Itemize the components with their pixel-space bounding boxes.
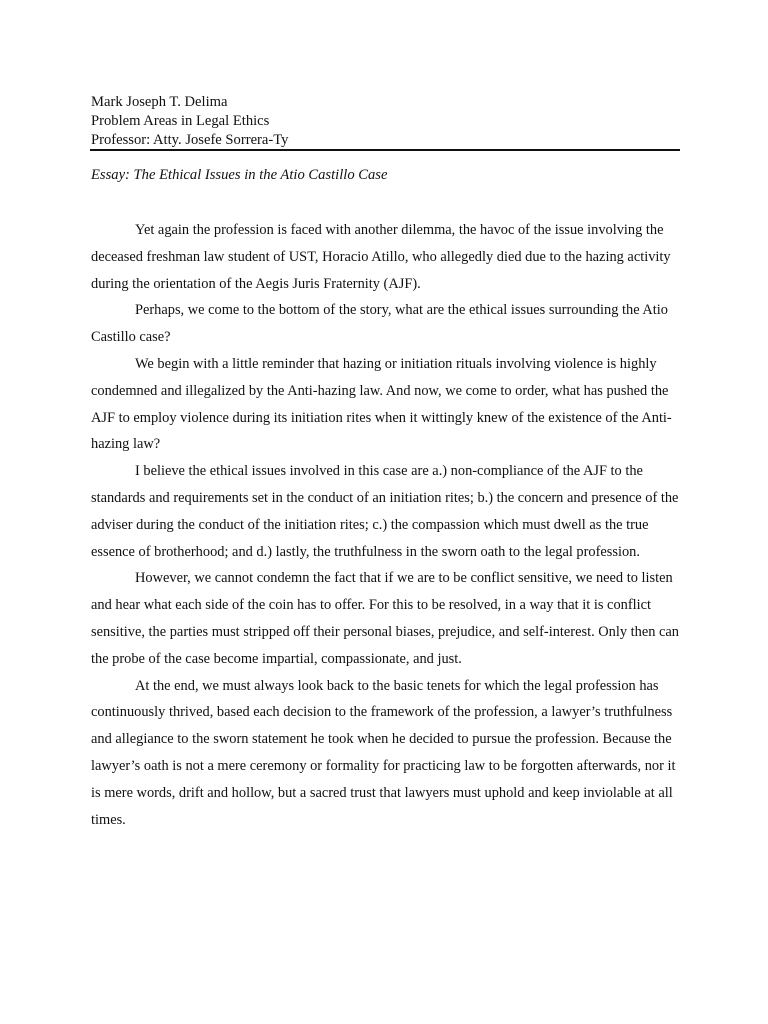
paragraph-5: However, we cannot condemn the fact that if we are to be conflict sensitive, we need to listen and hear what each side of the coin has to offer. For this to be resolved, in a way that it is conflict sensitive, the parties must stripped off their personal biases, prejudice, and self-interest. Only then can the probe of the case become impartial, compassionate, and just. — [91, 570, 679, 667]
course-name: Problem Areas in Legal Ethics — [91, 113, 270, 129]
essay-body — [91, 217, 681, 833]
paragraph-3: We begin with a little reminder that hazing or initiation rituals involving violence is highly condemned and illegalized by the Anti-hazing law. And now, we come to order, what has pushed the AJF to employ violence during its initiation rites when it wittingly knew of the existence of the Anti-hazing law? — [91, 355, 672, 453]
essay-title: Essay: The Ethical Issues in the Atio Castillo Case — [91, 167, 388, 183]
author-name: Mark Joseph T. Delima — [91, 94, 228, 110]
paragraph-6: At the end, we must always look back to the basic tenets for which the legal profession has continuously thrived, based each decision to the framework of the profession, a lawyer’s truthfulness and allegiance to the sworn statement he took when he decided to pursue the profession. Because the lawyer’s oath is not a mere ceremony or formality for practicing law to be forgotten afterwards, nor it is mere words, drift and hollow, but a sacred trust that lawyers must uphold and keep inviolable at all times. — [91, 677, 676, 828]
paragraph-1: Yet again the profession is faced with another dilemma, the havoc of the issue involving the deceased freshman law student of UST, Horacio Atillo, who allegedly died due to the hazing activity during the orientation of the Aegis Juris Fraternity (AJF). — [91, 222, 671, 292]
header-divider — [90, 149, 680, 151]
document-header — [91, 93, 681, 150]
paragraph-2: Perhaps, we come to the bottom of the story, what are the ethical issues surrounding the Atio Castillo case? — [91, 302, 669, 346]
professor-name: Professor: Atty. Josefe Sorrera-Ty — [91, 132, 289, 148]
paragraph-4: I believe the ethical issues involved in this case are a.) non-compliance of the AJF to the standards and requirements set in the conduct of an initiation rites; b.) the concern and presence of the adviser during the conduct of the initiation rites; c.) the compassion which must dwell as the true essence of brotherhood; and d.) lastly, the truthfulness in the sworn oath to the legal profession. — [91, 463, 679, 560]
